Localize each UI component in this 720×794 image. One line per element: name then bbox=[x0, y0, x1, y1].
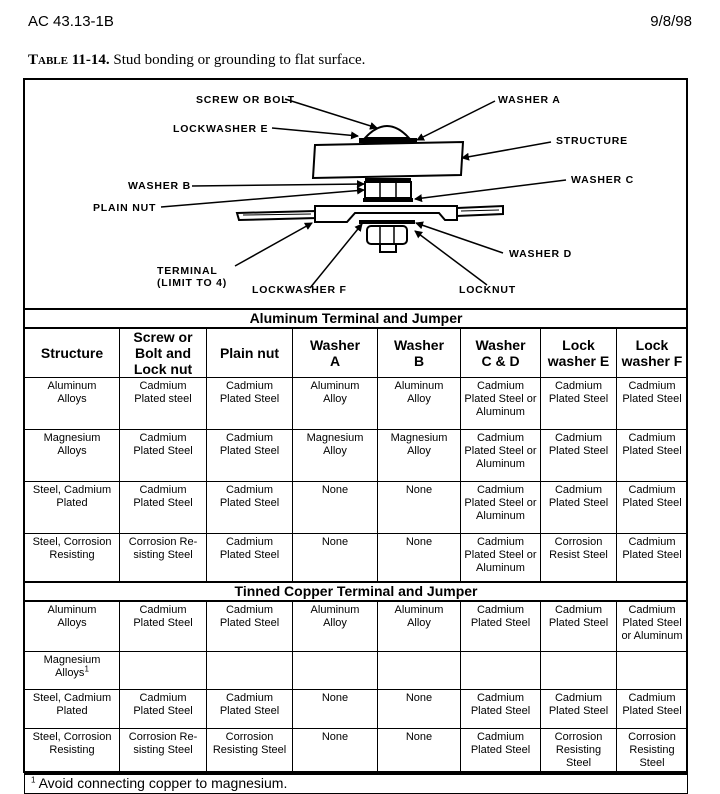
table-row bbox=[25, 378, 688, 430]
table-cell: Magnesium Alloy bbox=[378, 430, 461, 482]
table-cell: Corrosion Resisting Steel bbox=[207, 729, 293, 775]
aluminum-section-row bbox=[25, 309, 688, 328]
materials-table bbox=[24, 308, 688, 794]
table-cell bbox=[120, 652, 207, 690]
terminal-shape bbox=[237, 211, 317, 220]
table-cell: Cadmium Plated Steel bbox=[617, 378, 688, 430]
table-cell: Aluminum Alloys bbox=[25, 601, 120, 652]
table-cell: Cadmium Plated steel bbox=[120, 378, 207, 430]
column-header: Lock washer F bbox=[617, 328, 688, 378]
table-cell: Cadmium Plated Steel bbox=[461, 690, 541, 729]
table-row bbox=[25, 534, 688, 583]
table-cell bbox=[378, 652, 461, 690]
table-cell: Cadmium Plated Steel bbox=[120, 690, 207, 729]
table-cell: Cadmium Plated Steel bbox=[617, 430, 688, 482]
column-header: Lock washer E bbox=[541, 328, 617, 378]
table-row bbox=[25, 652, 688, 690]
label-screw-or-bolt: SCREW OR BOLT bbox=[196, 94, 295, 106]
table-cell: Cadmium Plated Steel bbox=[541, 601, 617, 652]
table-cell: Cadmium Plated Steel bbox=[207, 534, 293, 583]
table-cell: Cadmium Plated Steel bbox=[461, 729, 541, 775]
section-heading: Aluminum Terminal and Jumper bbox=[25, 309, 688, 328]
column-header: Washer B bbox=[378, 328, 461, 378]
table-cell: Steel, Cadmium Plated bbox=[25, 482, 120, 534]
table-cell: Cadmium Plated Steel or Aluminum bbox=[461, 378, 541, 430]
table-cell: None bbox=[293, 482, 378, 534]
label-washer-b: WASHER B bbox=[128, 180, 191, 192]
table-cell: Aluminum Alloy bbox=[293, 601, 378, 652]
copper-section-row bbox=[25, 582, 688, 601]
table-cell: Steel, Corrosion Resisting bbox=[25, 729, 120, 775]
table-cell: Corrosion Resisting Steel bbox=[541, 729, 617, 775]
table-cell: None bbox=[293, 729, 378, 775]
table-cell bbox=[293, 652, 378, 690]
label-lockwasher-f: LOCKWASHER F bbox=[252, 284, 347, 296]
column-header: Plain nut bbox=[207, 328, 293, 378]
table-row bbox=[25, 729, 688, 775]
table-cell: Cadmium Plated Steel bbox=[541, 378, 617, 430]
label-washer-d: WASHER D bbox=[509, 248, 572, 260]
column-header-row bbox=[25, 328, 688, 378]
document-date: 9/8/98 bbox=[650, 13, 692, 30]
table-cell: Cadmium Plated Steel or Aluminum bbox=[461, 482, 541, 534]
table-cell: Steel, Cadmium Plated bbox=[25, 690, 120, 729]
table-title: Stud bonding or grounding to flat surface. bbox=[113, 52, 366, 68]
table-cell: Magnesium Alloys$^1$ bbox=[25, 652, 120, 690]
table-cell: Cadmium Plated Steel bbox=[541, 430, 617, 482]
table-row bbox=[25, 430, 688, 482]
table-cell: Cadmium Plated Steel bbox=[617, 482, 688, 534]
table-cell: Magnesium Alloy bbox=[293, 430, 378, 482]
table-cell: Cadmium Plated Steel bbox=[541, 690, 617, 729]
table-cell: None bbox=[293, 534, 378, 583]
label-terminal-limit: (LIMIT TO 4) bbox=[157, 277, 228, 289]
table-frame bbox=[23, 78, 688, 791]
label-washer-c: WASHER C bbox=[571, 174, 634, 186]
table-cell: None bbox=[293, 690, 378, 729]
label-washer-a: WASHER A bbox=[498, 94, 561, 106]
table-cell: Steel, Corrosion Resisting bbox=[25, 534, 120, 583]
table-cell: None bbox=[378, 534, 461, 583]
table-cell: Aluminum Alloy bbox=[378, 378, 461, 430]
label-plain-nut: PLAIN NUT bbox=[93, 202, 157, 214]
table-cell: Corrosion Re- sisting Steel bbox=[120, 729, 207, 775]
table-cell: Magnesium Alloys bbox=[25, 430, 120, 482]
table-cell: Corrosion Re- sisting Steel bbox=[120, 534, 207, 583]
bolt-head bbox=[365, 126, 409, 138]
table-cell bbox=[207, 652, 293, 690]
table-number: Table 11-14. bbox=[28, 52, 110, 68]
section-heading: Tinned Copper Terminal and Jumper bbox=[25, 582, 688, 601]
table-cell: Cadmium Plated Steel bbox=[120, 482, 207, 534]
washer-a-shape bbox=[359, 138, 417, 143]
table-cell: Cadmium Plated Steel bbox=[207, 430, 293, 482]
stud-bonding-diagram bbox=[25, 80, 686, 308]
table-row bbox=[25, 601, 688, 652]
table-cell: Cadmium Plated Steel or Aluminum bbox=[461, 430, 541, 482]
table-cell: Cadmium Plated Steel or Aluminum bbox=[617, 601, 688, 652]
table-cell: Cadmium Plated Steel bbox=[461, 601, 541, 652]
table-cell: Aluminum Alloy bbox=[378, 601, 461, 652]
table-cell: Aluminum Alloys bbox=[25, 378, 120, 430]
washer-c-shape bbox=[363, 198, 413, 202]
table-cell: Cadmium Plated Steel bbox=[207, 482, 293, 534]
table-row bbox=[25, 482, 688, 534]
label-terminal: TERMINAL bbox=[157, 265, 218, 277]
table-cell: Cadmium Plated Steel bbox=[207, 601, 293, 652]
table-cell: Aluminum Alloy bbox=[293, 378, 378, 430]
plain-nut-shape bbox=[365, 182, 411, 198]
table-caption bbox=[28, 52, 365, 69]
column-header: Washer A bbox=[293, 328, 378, 378]
table-cell: Cadmium Plated Steel bbox=[120, 601, 207, 652]
label-locknut: LOCKNUT bbox=[459, 284, 516, 296]
table-cell bbox=[617, 652, 688, 690]
column-header: Screw or Bolt and Lock nut bbox=[120, 328, 207, 378]
column-header: Structure bbox=[25, 328, 120, 378]
washer-d-shape bbox=[359, 220, 415, 224]
table-cell: None bbox=[378, 690, 461, 729]
table-cell: None bbox=[378, 729, 461, 775]
table-row bbox=[25, 690, 688, 729]
table-cell: Corrosion Resisting Steel bbox=[617, 729, 688, 775]
table-cell: None bbox=[378, 482, 461, 534]
table-cell: Cadmium Plated Steel bbox=[617, 690, 688, 729]
table-cell: Cadmium Plated Steel or Aluminum bbox=[461, 534, 541, 583]
table-cell: Cadmium Plated Steel bbox=[207, 378, 293, 430]
column-header: Washer C & D bbox=[461, 328, 541, 378]
table-cell: Cadmium Plated Steel bbox=[120, 430, 207, 482]
footnote-row bbox=[25, 774, 688, 794]
table-cell: Cadmium Plated Steel bbox=[617, 534, 688, 583]
label-structure: STRUCTURE bbox=[556, 135, 628, 147]
document-id: AC 43.13-1B bbox=[28, 13, 114, 30]
table-cell bbox=[541, 652, 617, 690]
locknut-shape bbox=[367, 226, 407, 244]
structure-plate bbox=[313, 142, 463, 178]
label-lockwasher-e: LOCKWASHER E bbox=[173, 123, 269, 135]
table-cell: Corrosion Resist Steel bbox=[541, 534, 617, 583]
table-cell bbox=[461, 652, 541, 690]
footnote: $^1$ Avoid connecting copper to magnesium. bbox=[25, 774, 688, 794]
table-cell: Cadmium Plated Steel bbox=[541, 482, 617, 534]
table-cell: Cadmium Plated Steel bbox=[207, 690, 293, 729]
